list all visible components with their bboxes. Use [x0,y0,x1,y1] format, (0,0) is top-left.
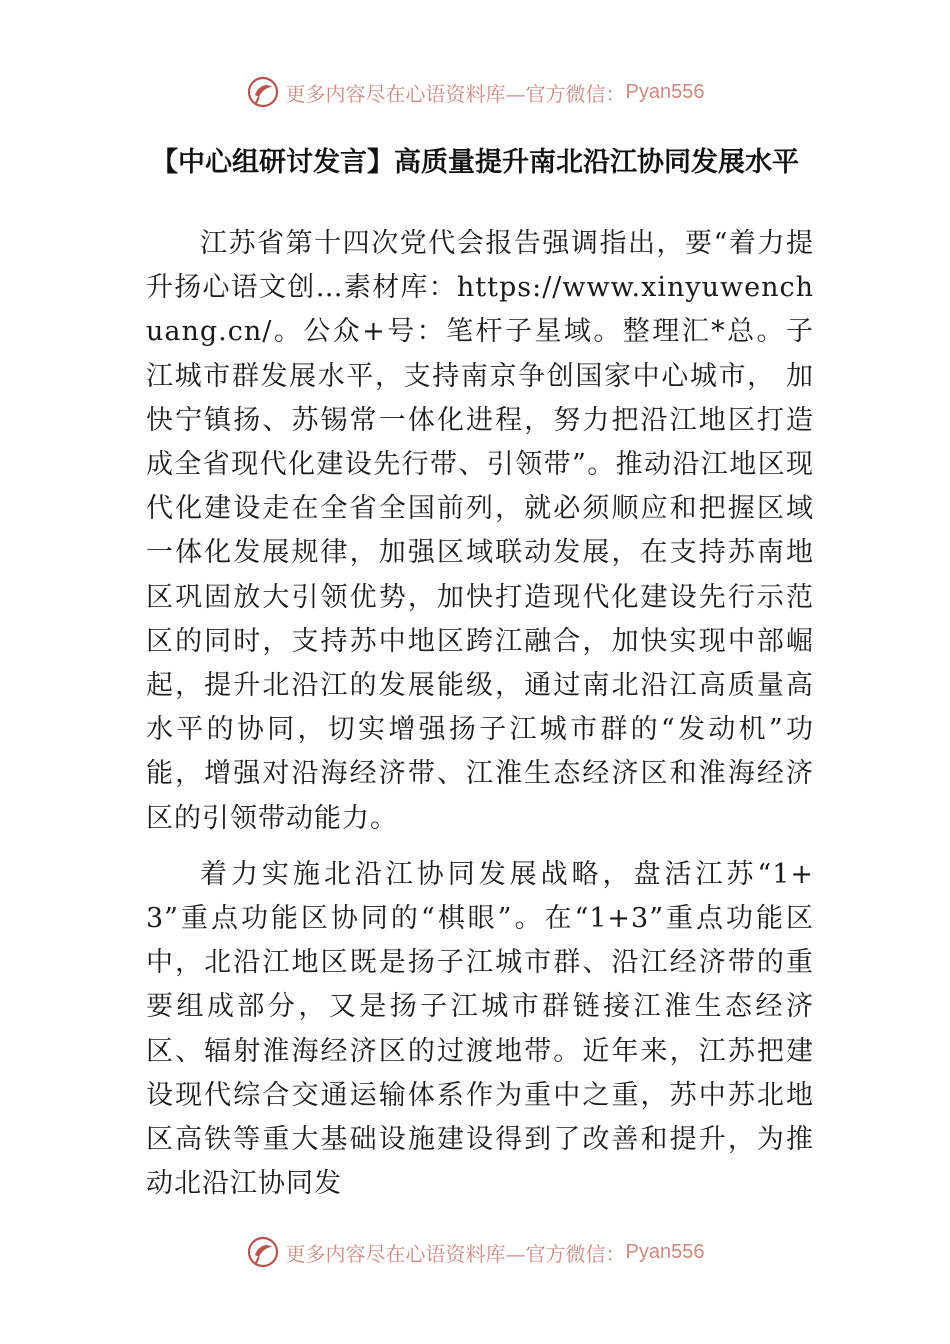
banner-text: 更多内容尽在心语资料库—官方微信： [285,81,626,106]
document-body [146,222,814,1206]
banner-text: 更多内容尽在心语资料库—官方微信： [285,1241,626,1266]
footer-banner [0,1232,950,1272]
wechat-id: Pyan556 [625,80,705,103]
logo-icon [246,75,280,109]
wechat-id: Pyan556 [625,1240,705,1263]
paragraph-1: 江苏省第十四次党代会报告强调指出，要“着力提升扬心语文创…素材库：https://www.xinyuwenchuang.cn/。公众+号：笔杆子星域。整理汇*总。子江城市群发展水平，支持南京争创国家中心城市， 加快宁镇扬、苏锡常一体化进程，努力把沿江地区打造成全省现代化建设先行带、引领带”。推动沿江地区现代化建设走在全省全国前列，就必须顺应和把握区域一体化发展规律，加强区域联动发展，在支持苏南地区巩固放大引领优势，加快打造现代化建设先行示范区的同时，支持苏中地区跨江融合，加快实现中部崛起，提升北沿江的发展能级，通过南北沿江高质量高水平的协同，切实增强扬子江城市群的“发动机”功能，增强对沿海经济带、江淮生态经济区和淮海经济区的引领带动能力。 [146,228,814,834]
paragraph-2: 着力实施北沿江协同发展战略，盘活江苏“1+3”重点功能区协同的“棋眼”。在“1+3”重点功能区中，北沿江地区既是扬子江城市群、沿江经济带的重要组成部分，又是扬子江城市群链接江淮生态经济区、辐射淮海经济区的过渡地带。近年来，江苏把建设现代综合交通运输体系作为重中之重，苏中苏北地区高铁等重大基础设施建设得到了改善和提升，为推动北沿江协同发 [146,858,814,1200]
page-title: 【中心组研讨发言】高质量提升南北沿江协同发展水平 [151,147,799,178]
logo-icon [246,1235,280,1269]
header-banner [0,72,950,112]
